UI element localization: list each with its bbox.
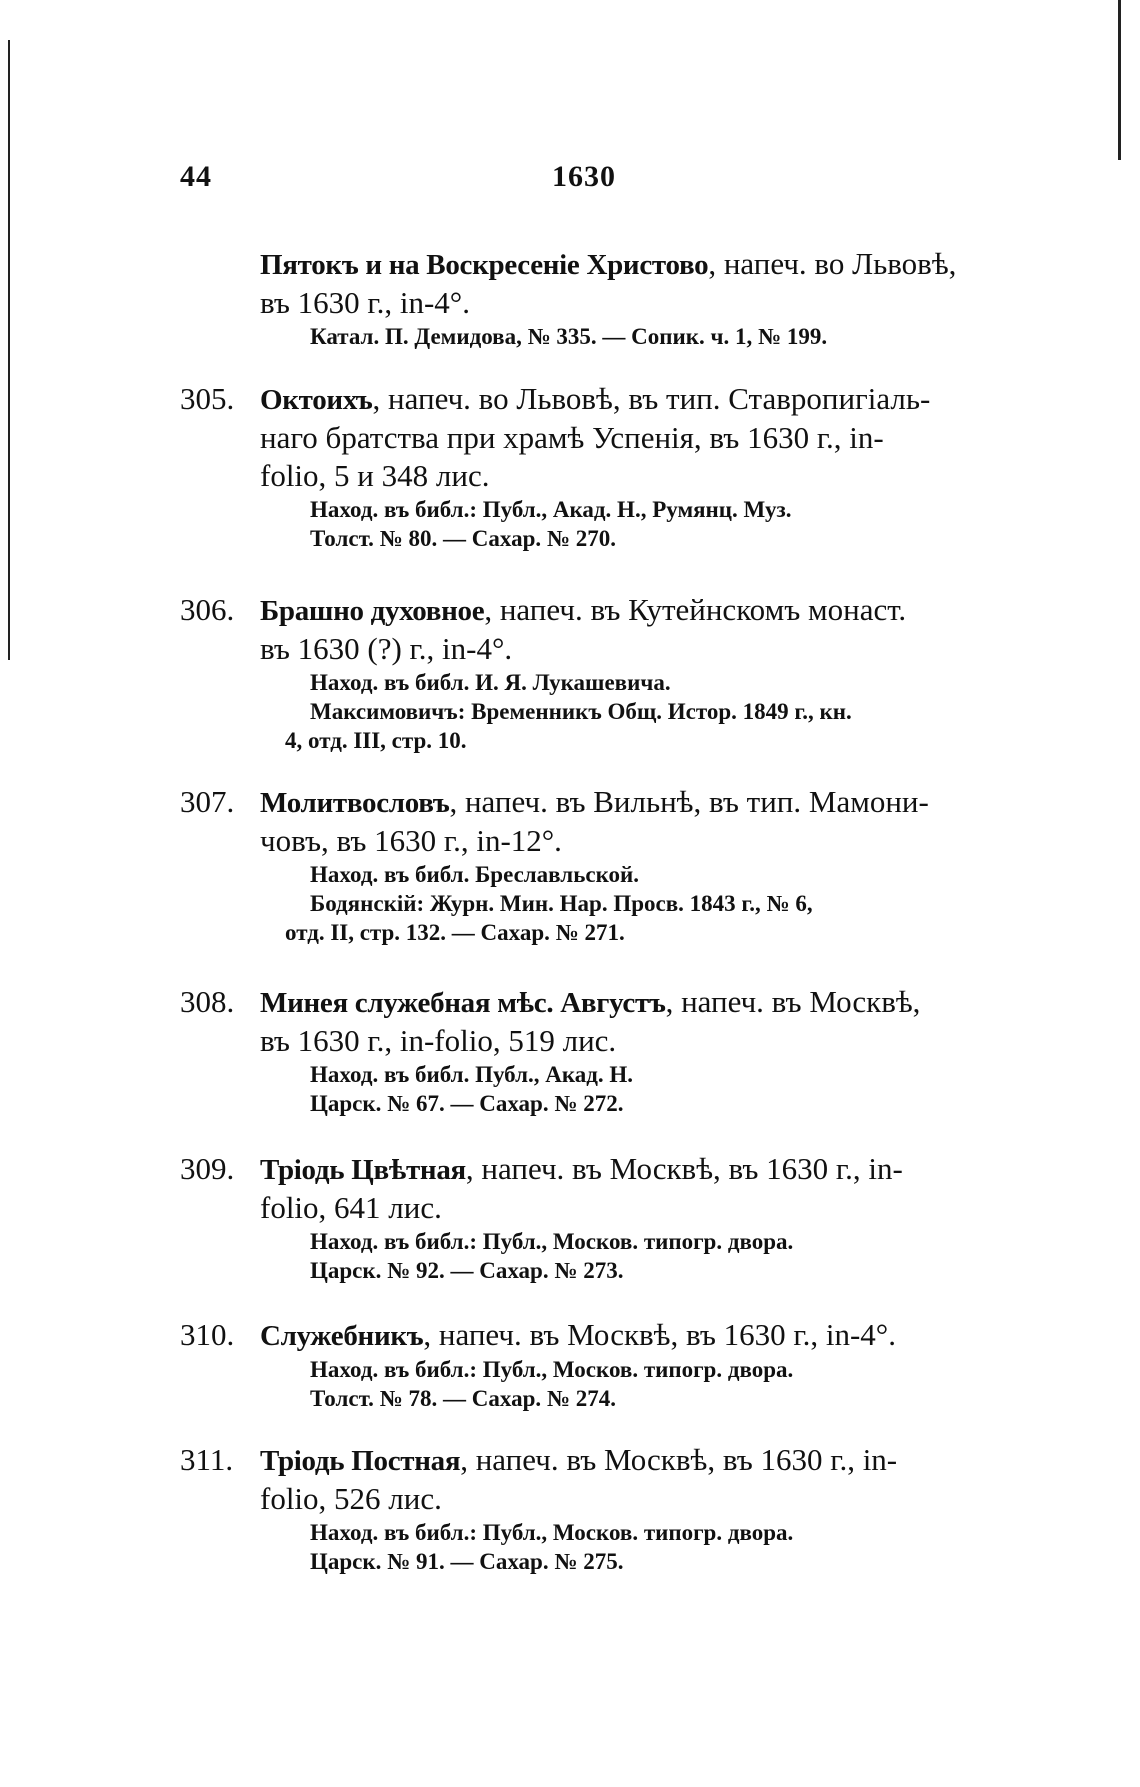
entry-body xyxy=(260,245,1020,351)
entry-reference: Наход. въ библ.: Публ., Москов. типогр. двора. xyxy=(310,1357,794,1382)
entry-title: Пятокъ и на Воскресеніе Христово xyxy=(260,249,709,281)
entry-title: Тріодь Цвѣтная xyxy=(260,1154,466,1186)
entry-body xyxy=(260,983,1020,1118)
entry-line: въ 1630 г., in-4°. xyxy=(260,285,470,320)
entry-line: човъ, въ 1630 г., in-12°. xyxy=(260,823,562,858)
entry-reference: Максимовичъ: Временникъ Общ. Истор. 1849 г., кн. xyxy=(310,699,852,724)
entry-line: наго братства при храмѣ Успенія, въ 1630 г., in- xyxy=(260,420,884,455)
entry-reference: Наход. въ библ. И. Я. Лукашевича. xyxy=(310,670,671,695)
entry xyxy=(180,1441,1020,1576)
entry-text: , напеч. во Львовѣ, въ тип. Ставропигіаль- xyxy=(372,381,931,416)
entry-number: 306. xyxy=(180,592,235,627)
entry-title: Служебникъ xyxy=(260,1320,424,1352)
entry-text: , напеч. во Львовѣ, xyxy=(708,246,957,281)
entry-reference-continuation: 4, отд. III, стр. 10. xyxy=(285,728,467,753)
entry-text: , напеч. въ Москвѣ, въ 1630 г., in- xyxy=(465,1151,903,1186)
entry-title: Октоихъ xyxy=(260,384,373,416)
entry-title: Минея служебная мѣс. Августъ xyxy=(260,987,666,1019)
entry-body xyxy=(260,1441,1020,1576)
entry xyxy=(180,1150,1020,1285)
entry-reference-continuation: отд. II, стр. 132. — Сахар. № 271. xyxy=(285,920,625,945)
entry-line xyxy=(260,245,1020,284)
entry-body xyxy=(260,783,1020,947)
entry-body xyxy=(260,591,1020,755)
entry xyxy=(180,1316,1020,1413)
scan-edge-line-right xyxy=(1118,0,1121,160)
entry-body xyxy=(260,1316,1020,1413)
entry-number: 310. xyxy=(180,1317,235,1352)
entry-line xyxy=(260,783,1020,822)
entry-number: 309. xyxy=(180,1151,235,1186)
entry-title: Брашно духовное xyxy=(260,595,485,627)
page-number: 44 xyxy=(180,160,212,193)
running-head-year: 1630 xyxy=(552,160,616,193)
entry-body xyxy=(260,380,1020,553)
entry-text: , напеч. въ Москвѣ, въ 1630 г., in-4°. xyxy=(423,1317,896,1352)
entry-reference: Толст. № 80. — Сахар. № 270. xyxy=(310,526,617,551)
entry-number: 307. xyxy=(180,784,235,819)
entry-reference: Царск. № 91. — Сахар. № 275. xyxy=(310,1549,624,1574)
entry-line: folio, 641 лис. xyxy=(260,1190,442,1225)
entry-reference: Царск. № 92. — Сахар. № 273. xyxy=(310,1258,624,1283)
entry-number: 305. xyxy=(180,381,235,416)
entry xyxy=(180,380,1020,553)
entry-body xyxy=(260,1150,1020,1285)
entry-text: , напеч. въ Москвѣ, xyxy=(665,984,921,1019)
entry xyxy=(180,983,1020,1118)
entry-reference: Катал. П. Демидова, № 335. — Сопик. ч. 1, № 199. xyxy=(310,324,828,349)
entry-line xyxy=(260,1441,1020,1480)
entry-number: 311. xyxy=(180,1442,234,1477)
entry-reference: Наход. въ библ.: Публ., Москов. типогр. двора. xyxy=(310,1229,794,1254)
entry-title: Тріодь Постная xyxy=(260,1445,461,1477)
entry-line: въ 1630 (?) г., in-4°. xyxy=(260,631,513,666)
entry-line: folio, 5 и 348 лис. xyxy=(260,458,490,493)
entry-reference: Царск. № 67. — Сахар. № 272. xyxy=(310,1091,624,1116)
entry-reference: Толст. № 78. — Сахар. № 274. xyxy=(310,1386,617,1411)
entry-line xyxy=(260,983,1020,1022)
entry-line xyxy=(260,1150,1020,1189)
entry-reference: Наход. въ библ.: Публ., Акад. Н., Румянц. Муз. xyxy=(310,497,792,522)
entry-line: folio, 526 лис. xyxy=(260,1481,442,1516)
entry-line xyxy=(260,591,1020,630)
entry-reference: Наход. въ библ. Бреславльской. xyxy=(310,862,640,887)
entry-reference: Наход. въ библ.: Публ., Москов. типогр. двора. xyxy=(310,1520,794,1545)
entry-text: , напеч. въ Вильнѣ, въ тип. Мамони- xyxy=(449,784,929,819)
entry-title: Молитвословъ xyxy=(260,787,450,819)
entry-line xyxy=(260,380,1020,419)
entry-line xyxy=(260,1316,1020,1355)
scan-edge-line-left xyxy=(8,40,10,660)
entry-reference: Бодянскій: Журн. Мин. Нар. Просв. 1843 г., № 6, xyxy=(310,891,813,916)
entry-reference: Наход. въ библ. Публ., Акад. Н. xyxy=(310,1062,634,1087)
entry-line: въ 1630 г., in-folio, 519 лис. xyxy=(260,1023,617,1058)
entry xyxy=(180,245,1020,351)
entry-text: , напеч. въ Кутейнскомъ монаст. xyxy=(484,592,907,627)
entry-text: , напеч. въ Москвѣ, въ 1630 г., in- xyxy=(460,1442,898,1477)
entry xyxy=(180,783,1020,947)
entry-number: 308. xyxy=(180,984,235,1019)
entry xyxy=(180,591,1020,755)
